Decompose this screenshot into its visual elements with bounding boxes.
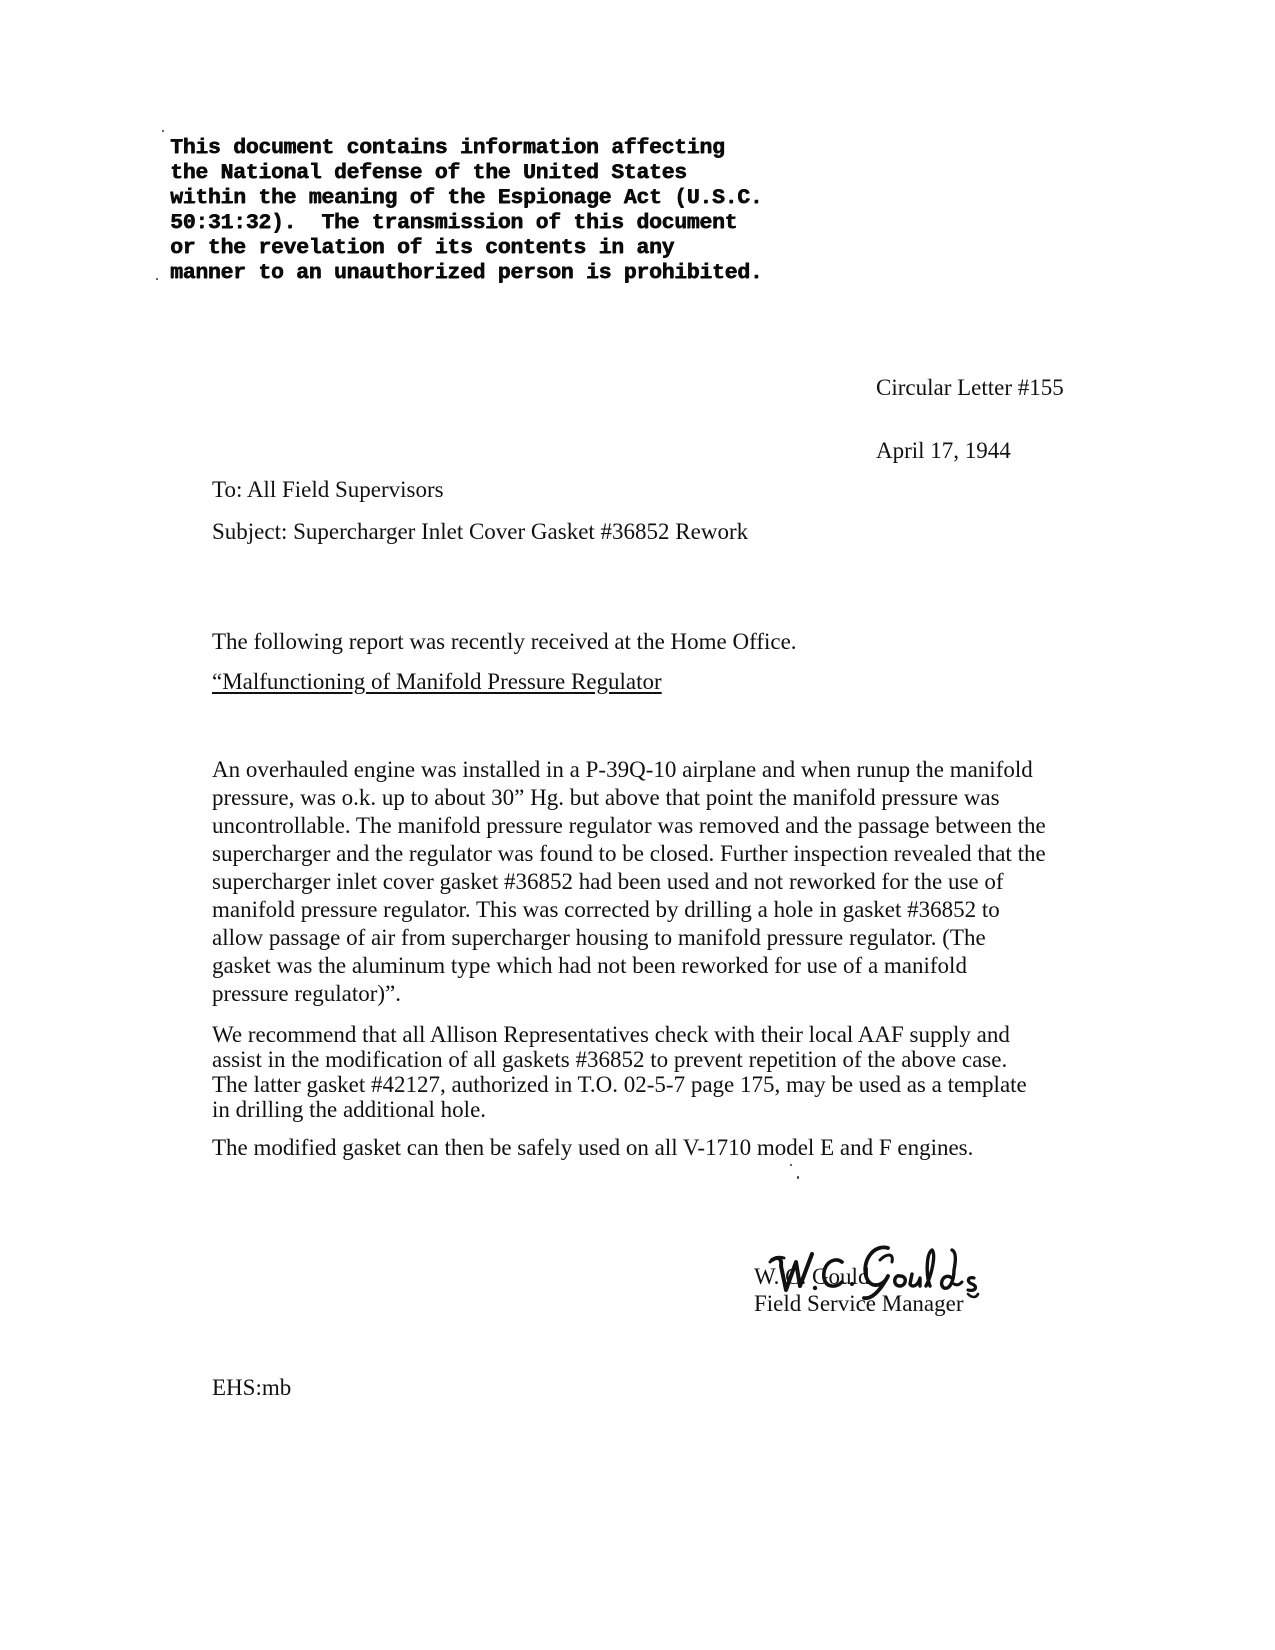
scan-speck (797, 1176, 799, 1179)
recipient-line: To: All Field Supervisors (212, 477, 444, 502)
subject-line: Subject: Supercharger Inlet Cover Gasket #36852 Rework (212, 519, 749, 544)
paragraph-line: uncontrollable. The manifold pressure regulator was removed and the passage between the (212, 813, 1046, 838)
notice-line: manner to an unauthorized person is prohibited. (170, 261, 763, 285)
intro-line: The following report was recently received at the Home Office. (212, 629, 797, 654)
paragraph-line: in drilling the additional hole. (212, 1097, 487, 1122)
notice-line: 50:31:32). The transmission of this document (170, 211, 738, 235)
letter-date: April 17, 1944 (876, 438, 1011, 463)
paragraph-line: assist in the modification of all gaskets #36852 to prevent repetition of the above case. (212, 1047, 1008, 1072)
notice-line: within the meaning of the Espionage Act (U.S.C. (170, 186, 763, 210)
signatory-block (754, 1263, 963, 1317)
report-title: “Malfunctioning of Manifold Pressure Regulator (212, 669, 662, 694)
paragraph-line: supercharger inlet cover gasket #36852 had been used and not reworked for the use of (212, 869, 1004, 894)
paragraph-line: manifold pressure regulator. This was corrected by drilling a hole in gasket #36852 to (212, 897, 1000, 922)
paragraph-line: gasket was the aluminum type which had not been reworked for use of a manifold (212, 953, 967, 978)
recommendation-paragraph (212, 1022, 1117, 1122)
notice-line: or the revelation of its contents in any (170, 236, 675, 260)
notice-line: This document contains information affecting (170, 136, 725, 160)
report-paragraph (212, 756, 1117, 1008)
paragraph-line: allow passage of air from supercharger housing to manifold pressure regulator. (The (212, 925, 986, 950)
circular-letter-number: Circular Letter #155 (876, 375, 1064, 400)
paragraph-line: pressure, was o.k. up to about 30” Hg. but above that point the manifold pressure was (212, 785, 1000, 810)
paragraph-line: pressure regulator)”. (212, 981, 402, 1006)
paragraph-line: The latter gasket #42127, authorized in T.O. 02-5-7 page 175, may be used as a template (212, 1072, 1027, 1097)
scan-speck (156, 278, 158, 280)
notice-line: the National defense of the United States (170, 161, 687, 185)
paragraph-line: supercharger and the regulator was found to be closed. Further inspection revealed that the (212, 841, 1046, 866)
closing-line: The modified gasket can then be safely used on all V-1710 model E and F engines. (212, 1135, 974, 1160)
scan-speck (790, 1164, 792, 1166)
signatory-name: W. C. Gould (754, 1264, 870, 1289)
signatory-title: Field Service Manager (754, 1291, 964, 1316)
typist-initials: EHS:mb (212, 1375, 292, 1400)
paragraph-line: An overhauled engine was installed in a P-39Q-10 airplane and when runup the manifold (212, 757, 1033, 782)
paragraph-line: We recommend that all Allison Representatives check with their local AAF supply and (212, 1022, 1010, 1047)
security-notice (170, 136, 790, 286)
scan-speck (162, 130, 164, 132)
